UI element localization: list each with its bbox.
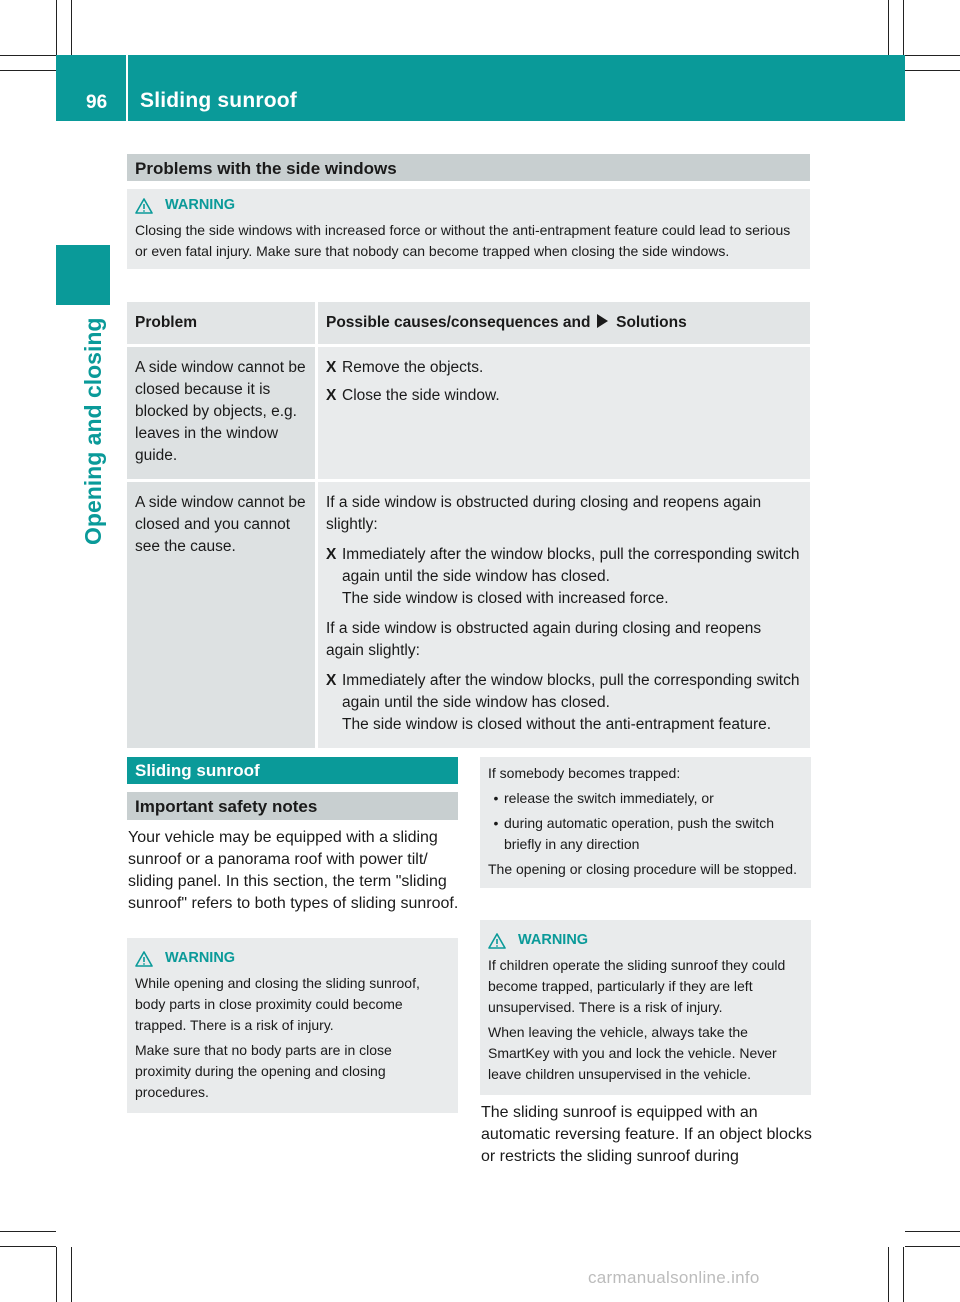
solution-cell [317,346,811,481]
solution-step [326,385,802,407]
side-tab-label: Opening and closing [80,317,106,545]
warning-box-side-windows [127,189,810,269]
warning-title [135,195,802,216]
crop-mark [888,0,889,55]
warning-label: WARNING [518,932,589,948]
solution-intro: If a side window is obstructed during closing and reopens again slightly: [326,494,762,533]
column-header-solutions [317,302,811,346]
problem-cell: A side window cannot be closed and you cannot see the cause. [127,481,317,749]
column-header-problem: Problem [127,302,317,346]
play-arrow-icon [597,314,608,328]
solution-intro: If a side window is obstructed again during closing and reopens again slightly: [326,620,762,659]
trapped-outcome: The opening or closing procedure will be stopped. [488,861,797,877]
sunroof-intro-text: Your vehicle may be equipped with a sliding sunroof or a panorama roof with power tilt/ sliding panel. In this section, the term "sliding sunroof" refers to both types of sliding sunroof. [128,829,459,912]
problem-cell: A side window cannot be closed because it is blocked by objects, e.g. leaves in the window guide. [127,346,317,481]
solution-step [326,544,802,610]
crop-mark [903,1247,904,1302]
crop-mark [0,1246,56,1247]
trapped-info-box [480,757,811,888]
crop-mark [903,0,904,55]
table-row [127,481,810,749]
header-title: Sliding sunroof [140,89,297,112]
section-title-sliding-sunroof: Sliding sunroof [127,757,458,784]
crop-mark [888,1247,889,1302]
section-heading-text: Problems with the side windows [135,159,397,178]
section-heading-side-windows [127,154,810,181]
warning-title [488,930,803,951]
step-arrow-icon: X [326,546,337,563]
crop-mark [0,1231,56,1232]
step-text: Immediately after the window blocks, pull the corresponding switch again until the side window has closed. [342,672,800,711]
warning-box-sunroof-body-parts [127,938,458,1113]
step-arrow-icon: X [326,672,337,689]
warning-box-sunroof-children [480,920,811,1095]
solution-cell [317,481,811,749]
crop-mark [71,1247,72,1302]
step-result: The side window is closed with increased force. [342,590,669,607]
crop-mark [56,0,57,55]
warning-text: When leaving the vehicle, always take the SmartKey with you and lock the vehicle. Never leave children unsupervised in the vehicle. [488,1024,777,1082]
list-item [488,788,803,809]
crop-mark [905,55,960,56]
warning-text: Make sure that no body parts are in close proximity during the opening and closing procedures. [135,1042,392,1100]
crop-mark [56,1247,57,1302]
header-separator [126,55,128,121]
crop-mark [905,1246,960,1247]
bullet-icon: • [493,790,499,806]
bullet-icon: • [493,815,499,831]
reversing-feature-text: The sliding sunroof is equipped with an automatic reversing feature. If an object blocks or restricts the sliding sunroof during [481,1104,812,1165]
step-text: Close the side window. [342,387,500,404]
crop-mark [905,70,960,71]
step-arrow-icon: X [326,359,337,376]
column-header-text: Solutions [616,314,687,331]
solution-step [326,670,802,736]
warning-text: Closing the side windows with increased force or without the anti-entrapment feature could lead to serious or even fatal injury. Make sure that nobody can become trapped when closing the side windows. [135,222,791,259]
page-number: 96 [86,92,108,113]
crop-mark [905,1231,960,1232]
step-result: The side window is closed without the anti-entrapment feature. [342,716,772,733]
side-tab-marker [56,245,110,305]
warning-triangle-icon [488,933,506,949]
column-header-text: Possible causes/consequences and [326,314,591,331]
problem-table [127,302,810,748]
warning-title [135,948,450,969]
warning-label: WARNING [165,197,236,213]
list-item [488,813,803,855]
watermark: carmanualsonline.info [588,1268,760,1287]
warning-triangle-icon [135,198,153,214]
subsection-heading-safety-notes: Important safety notes [127,792,458,820]
step-arrow-icon: X [326,387,337,404]
step-text: Immediately after the window blocks, pull the corresponding switch again until the side window has closed. [342,546,800,585]
list-item-text: during automatic operation, push the switch briefly in any direction [504,815,775,852]
warning-triangle-icon [135,951,153,967]
trapped-intro: If somebody becomes trapped: [488,765,681,781]
crop-mark [0,70,56,71]
crop-mark [0,55,56,56]
crop-mark [71,0,72,55]
step-text: Remove the objects. [342,359,484,376]
warning-text: If children operate the sliding sunroof they could become trapped, particularly if they are left unsupervised. There is a risk of injury. [488,957,786,1015]
warning-text: While opening and closing the sliding sunroof, body parts in close proximity could become trapped. There is a risk of injury. [135,975,420,1033]
warning-label: WARNING [165,950,236,966]
list-item-text: release the switch immediately, or [504,790,714,806]
solution-step [326,357,802,379]
table-header-row [127,302,810,346]
table-row [127,346,810,481]
